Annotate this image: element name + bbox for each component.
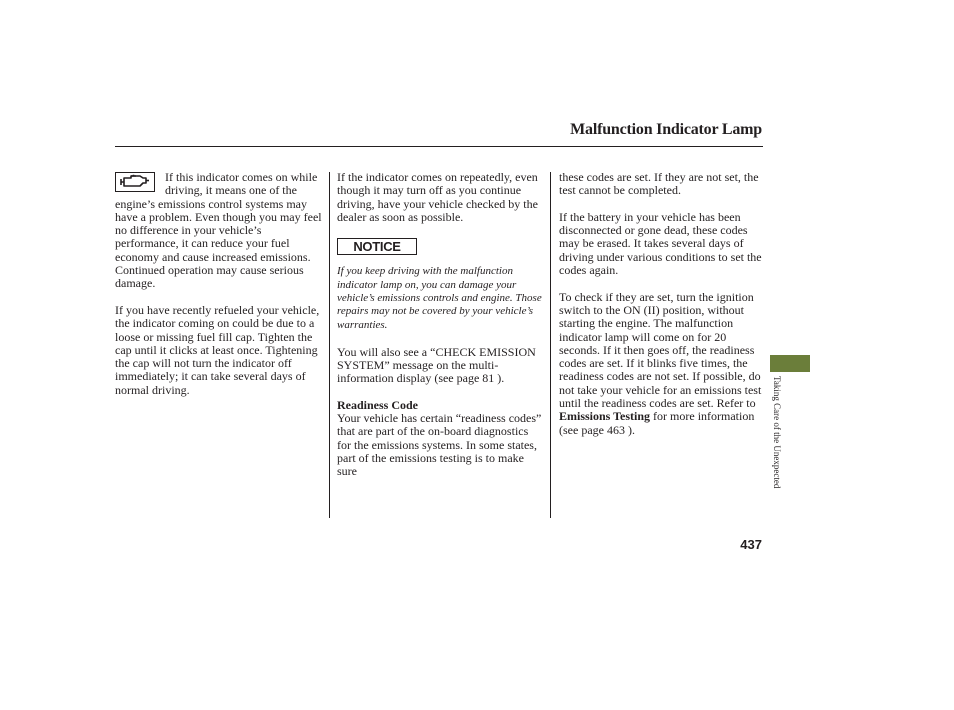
column-3 [559,171,767,437]
notice-text: If you keep driving with the malfunction indicator lamp on, you can damage your vehicle’s emissions controls and engine. Those repairs may not be covered by your vehicle’s warranties. [337,265,542,331]
readiness-code-heading: Readiness Code [337,397,419,412]
check-codes-text: To check if they are set, turn the ignition switch to the ON (II) position, without starting the engine. The malfunction indicator lamp will come on for 20 seconds. If it then goes off, the readiness codes are set. If it blinks five times, the readiness codes are not set. If possible, do not take your vehicle for an emissions test until the readiness codes are set. Refer to [559,289,762,411]
section-tab [770,355,810,372]
fuel-cap-paragraph: If you have recently refueled your vehicle, the indicator coming on could be due to a loose or missing fuel fill cap. Tighten the cap until it clicks at least once. Tightening the cap will not turn the indicator off immediately; it can take several days of normal driving. [115,302,320,397]
check-engine-icon [115,172,155,192]
battery-paragraph: If the battery in your vehicle has been disconnected or gone dead, these codes may be erased. It takes several days of driving under various conditions to set the codes again. [559,209,762,278]
repeated-indicator-paragraph: If the indicator comes on repeatedly, even though it may turn off as you continue driving, have your vehicle checked by the dealer as soon as possible. [337,170,538,224]
check-codes-paragraph [559,291,767,437]
column-2 [337,171,545,478]
column-1 [115,171,323,397]
codes-set-paragraph: these codes are set. If they are not set, the test cannot be completed. [559,170,759,198]
readiness-code-text: Your vehicle has certain “readiness codes” that are part of the on-board diagnostics for the emissions systems. In some states, part of the emissions testing is to make sure [337,411,542,479]
title-rule [115,146,763,147]
page-title: Malfunction Indicator Lamp [570,121,762,138]
section-label: Taking Care of the Unexpected [772,376,782,489]
column-divider-1 [329,172,330,518]
column-divider-2 [550,172,551,518]
page-number: 437 [740,537,762,552]
indicator-description: If this indicator comes on while driving, it means one of the engine’s emissions control systems may have a problem. Even though you may feel no difference in your vehicle’s performance, it can reduce your fuel economy and cause increased emissions. Continued operation may cause serious damage. [115,170,322,291]
notice-badge: NOTICE [337,238,417,255]
check-emission-paragraph: You will also see a “CHECK EMISSION SYSTEM” message on the multi-information display (see page 81 ). [337,344,536,386]
check-codes-text-end: for more information (see page 463 ). [559,409,755,437]
emissions-testing-link[interactable]: Emissions Testing [559,409,651,424]
